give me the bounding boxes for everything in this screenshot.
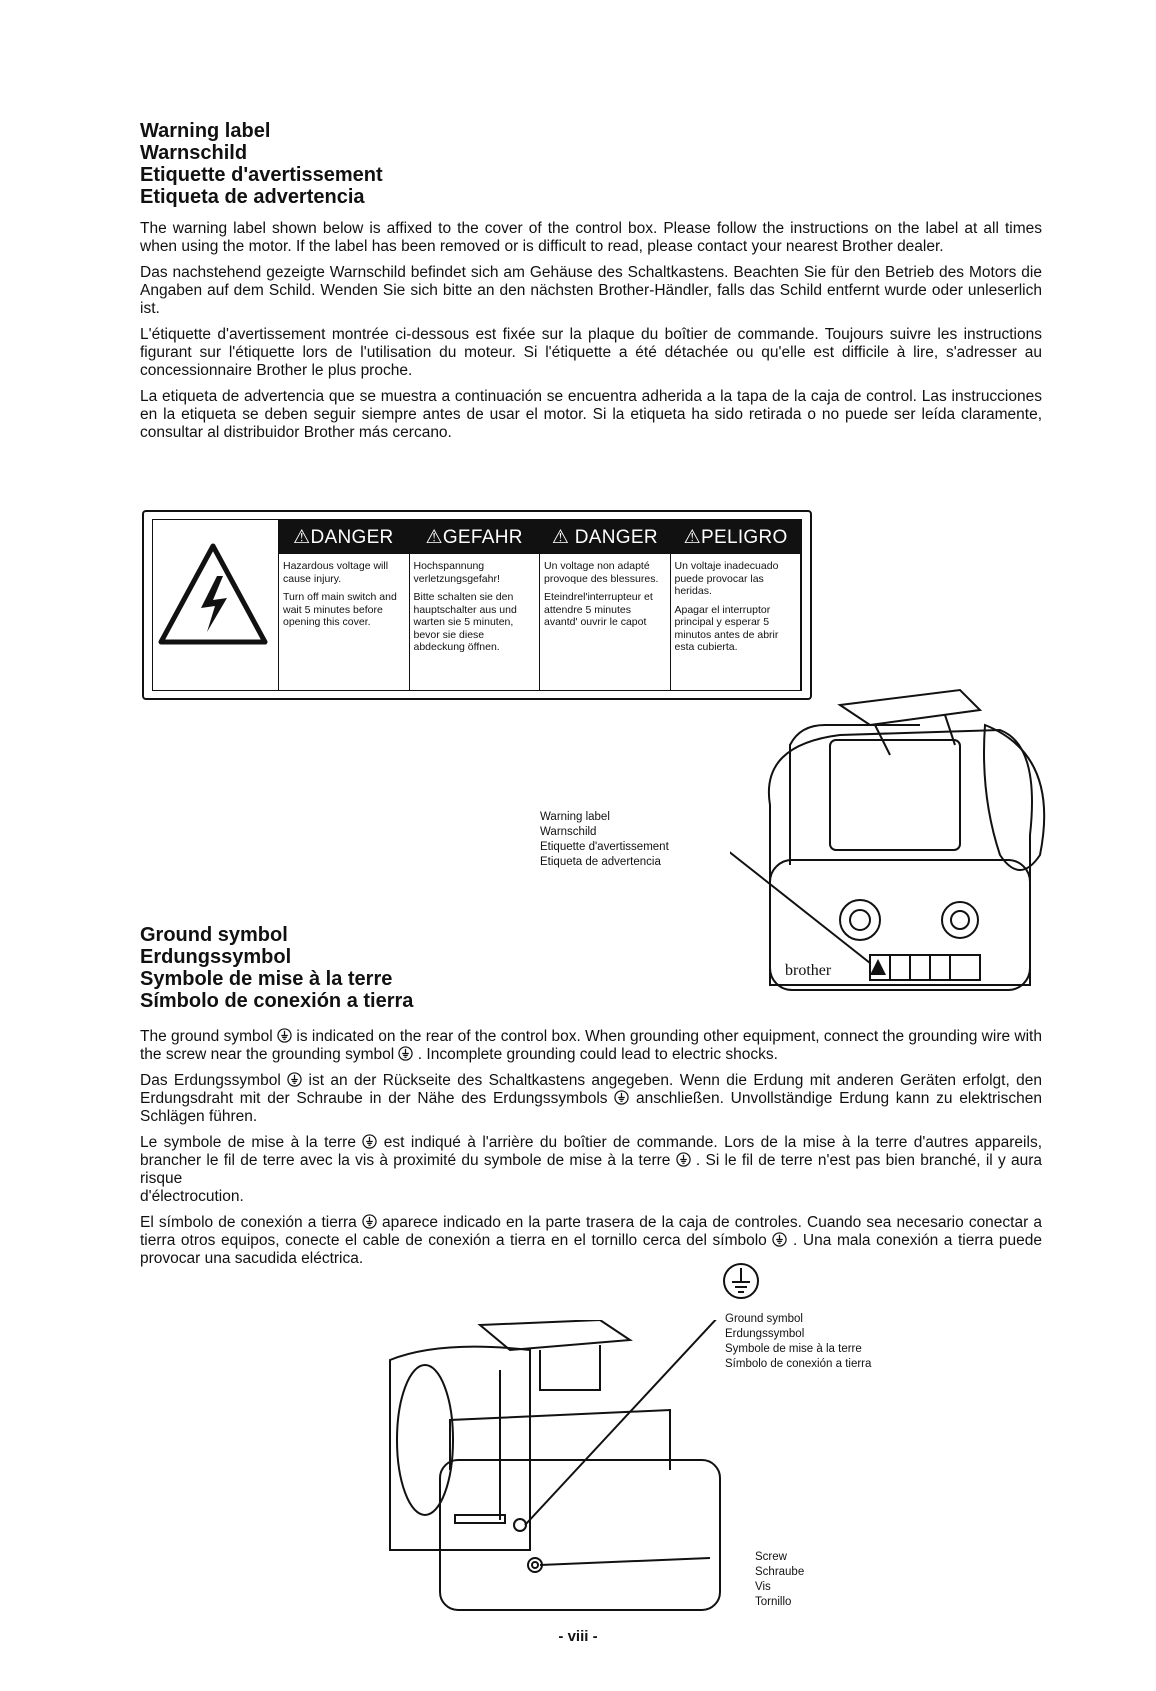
ground-en-part1: The ground symbol bbox=[140, 1028, 273, 1045]
ground-symbol-icon bbox=[772, 1232, 787, 1247]
callout-warning-fr: Etiquette d'avertissement bbox=[540, 841, 669, 853]
label-hazard-es: Un voltaje inadecuado puede provocar las heridas. bbox=[674, 560, 779, 597]
label-instruction-fr: Eteindrel'interrupteur et attendre 5 minutes avantd' ouvrir le capot bbox=[544, 591, 653, 628]
ground-es-part2: aparece indicado en la parte trasera de la caja de controles. Cuando sea necesario conectar a tierra otros equipos, conecte el cable de conexión a tierra en el tornillo cerca del símbolo bbox=[140, 1214, 1042, 1249]
ground-symbol-headings bbox=[140, 924, 740, 1012]
ground-symbol-text bbox=[140, 1028, 1042, 1276]
label-instruction-es: Apagar el interruptor principal y esperar 5 minutos antes de abrir esta cubierta. bbox=[674, 603, 779, 653]
banner-danger-fr: ⚠ DANGER bbox=[551, 526, 658, 548]
label-instruction-de: Bitte schalten sie den hauptschalter aus und warten sie 5 minuten, bevor sie diese abdeckung öffnen. bbox=[413, 591, 517, 653]
ground-fr-part1: Le symbole de mise à la terre bbox=[140, 1134, 356, 1151]
warning-paragraph-en: The warning label shown below is affixed to the cover of the control box. Please follow the instructions on the label at all times when using the motor. If the label has been removed or is difficult to read, please contact your nearest Brother dealer. bbox=[140, 220, 1042, 255]
screw-callout bbox=[755, 1550, 804, 1610]
callout-warning-de: Warnschild bbox=[540, 826, 597, 838]
callout-warning-es: Etiqueta de advertencia bbox=[540, 856, 661, 868]
ground-paragraph-fr bbox=[140, 1134, 1042, 1188]
label-column-es bbox=[670, 554, 802, 690]
warning-paragraph-fr: L'étiquette d'avertissement montrée ci-dessous est fixée sur la plaque du boîtier de commande. Toujours suivre les instructions figurant sur l'étiquette lors de l'utilisation du moteur. Si l'étiquette a été détachée ou qu'elle est difficile à lire, s'adresser au concessionnaire Brother le plus proche. bbox=[140, 326, 1042, 379]
ground-symbol-icon bbox=[362, 1214, 377, 1229]
heading-ground-fr: Symbole de mise à la terre bbox=[140, 968, 393, 990]
callout-ground-en: Ground symbol bbox=[725, 1313, 803, 1325]
callout-ground-es: Símbolo de conexión a tierra bbox=[725, 1358, 872, 1370]
ground-symbol-icon bbox=[614, 1090, 629, 1105]
heading-ground-de: Erdungssymbol bbox=[140, 946, 292, 968]
page-number: - viii - bbox=[558, 1628, 598, 1645]
heading-warning-es: Etiqueta de advertencia bbox=[140, 186, 365, 208]
ground-fr-part3: . Si le fil de terre n'est pas bien branché, il y aura risque bbox=[140, 1152, 1042, 1187]
label-hazard-de: Hochspannung verletzungsgefahr! bbox=[413, 560, 500, 585]
ground-symbol-icon bbox=[287, 1072, 302, 1087]
callout-warning-en: Warning label bbox=[540, 811, 610, 823]
callout-screw-es: Tornillo bbox=[755, 1596, 792, 1608]
motor-front-illustration bbox=[730, 685, 1060, 1015]
ground-symbol-icon bbox=[362, 1134, 377, 1149]
ground-en-part2: is indicated on the rear of the control box. When grounding other equipment, connect the grounding wire with the screw near the grounding symbol bbox=[140, 1028, 1042, 1063]
ground-es-part1: El símbolo de conexión a tierra bbox=[140, 1214, 357, 1231]
ground-paragraph-es bbox=[140, 1214, 1042, 1268]
danger-label-frame bbox=[152, 519, 802, 691]
callout-screw-fr: Vis bbox=[755, 1581, 771, 1593]
ground-symbol-large-icon bbox=[722, 1262, 760, 1300]
warning-paragraph-de: Das nachstehend gezeigte Warnschild befindet sich am Gehäuse des Schaltkastens. Beachten Sie für den Betrieb des Motors die Angaben auf dem Schild. Wenden Sie sich bitte an den nächsten Brother-Händler, falls das Schild entfernt wurde oder unleserlich ist. bbox=[140, 264, 1042, 317]
banner-peligro-es: ⚠PELIGRO bbox=[683, 526, 788, 548]
brand-on-box: brother bbox=[785, 962, 832, 979]
danger-label bbox=[142, 510, 812, 700]
label-column-en bbox=[278, 554, 409, 690]
banner-gefahr-de: ⚠GEFAHR bbox=[425, 526, 523, 548]
ground-de-part1: Das Erdungssymbol bbox=[140, 1072, 281, 1089]
heading-ground-en: Ground symbol bbox=[140, 924, 288, 946]
ground-symbol-icon bbox=[398, 1046, 413, 1061]
ground-de-part3: anschließen. Unvollständige Erdung kann zu elektrischen Schlägen führen. bbox=[140, 1090, 1042, 1125]
callout-screw-de: Schraube bbox=[755, 1566, 805, 1578]
warning-label-section bbox=[140, 120, 1042, 450]
warning-paragraph-es: La etiqueta de advertencia que se muestra a continuación se encuentra adherida a la tapa de la caja de control. Las instrucciones en la etiqueta se deben seguir siempre antes de usar el motor. Si la etiqueta ha sido retirada o no puede ser leída claramente, consultar al distribuidor Brother más cercano. bbox=[140, 388, 1042, 441]
callout-screw-en: Screw bbox=[755, 1551, 787, 1563]
ground-es-part3: . Una mala conexión a tierra puede provocar una sacudida eléctrica. bbox=[140, 1232, 1043, 1267]
warning-label-callout bbox=[540, 810, 669, 870]
callout-ground-fr: Symbole de mise à la terre bbox=[725, 1343, 862, 1355]
label-instruction-en: Turn off main switch and wait 5 minutes before opening this cover. bbox=[283, 591, 397, 628]
ground-paragraph-en bbox=[140, 1028, 1042, 1064]
danger-banner bbox=[278, 520, 801, 554]
label-hazard-fr: Un voltage non adapté provoque des blessures. bbox=[544, 560, 659, 585]
heading-ground-es: Símbolo de conexión a tierra bbox=[140, 990, 414, 1012]
heading-warning-de: Warnschild bbox=[140, 142, 248, 164]
label-column-de bbox=[409, 554, 540, 690]
label-hazard-en: Hazardous voltage will cause injury. bbox=[283, 560, 389, 585]
ground-symbol-callout bbox=[725, 1312, 871, 1372]
label-columns bbox=[278, 554, 801, 690]
banner-danger-en: ⚠DANGER bbox=[293, 526, 394, 548]
ground-paragraph-de bbox=[140, 1072, 1042, 1126]
ground-symbol-icon bbox=[277, 1028, 292, 1043]
label-column-fr bbox=[539, 554, 670, 690]
ground-de-part2: ist an der Rückseite des Schaltkastens angegeben. Wenn die Erdung mit anderen Geräten erfolgt, den Erdungsdraht mit der Schraube in der Nähe des Erdungssymbols bbox=[140, 1072, 1042, 1107]
callout-ground-de: Erdungssymbol bbox=[725, 1328, 805, 1340]
ground-symbol-icon bbox=[676, 1152, 691, 1167]
ground-en-part3: . Incomplete grounding could lead to electric shocks. bbox=[417, 1046, 778, 1063]
ground-fr-part2: est indiqué à l'arrière du boîtier de commande. Lors de la mise à la terre d'autres appareils, brancher le fil de terre avec la vis à proximité du symbole de mise à la terre bbox=[140, 1134, 1042, 1169]
heading-warning-fr: Etiquette d'avertissement bbox=[140, 164, 383, 186]
ground-paragraph-fr-end: d'électrocution. bbox=[140, 1188, 244, 1205]
heading-warning-en: Warning label bbox=[140, 120, 271, 142]
high-voltage-icon bbox=[157, 542, 269, 648]
